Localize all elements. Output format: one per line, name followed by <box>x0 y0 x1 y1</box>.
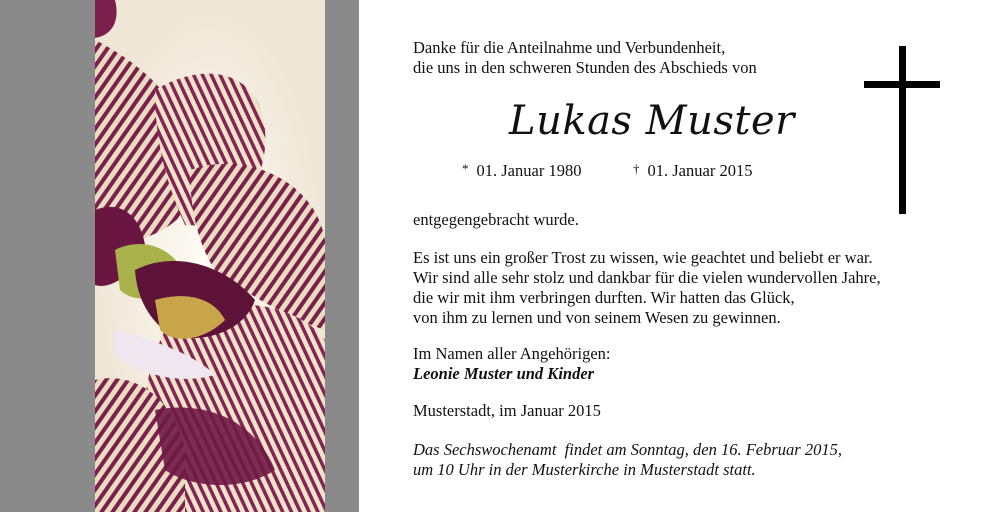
cross-icon <box>864 46 940 214</box>
message-line-1: Es ist uns ein großer Trost zu wissen, wie geachtet und beliebt er war. <box>413 248 873 267</box>
death-date-text: 01. Januar 2015 <box>647 161 753 180</box>
left-gray-band <box>0 0 95 512</box>
card-text-panel <box>359 0 1000 512</box>
deceased-name: Lukas Muster <box>509 98 795 144</box>
birth-date-text: 01. Januar 1980 <box>476 161 582 180</box>
birth-date <box>462 161 581 181</box>
place-date: Musterstadt, im Januar 2015 <box>413 401 601 420</box>
right-gray-band <box>325 0 359 512</box>
intro-line-1: Danke für die Anteilnahme und Verbundenheit, <box>413 38 726 57</box>
signature-intro: Im Namen aller Angehörigen: <box>413 344 611 363</box>
signature: Leonie Muster und Kinder <box>413 364 595 383</box>
after-name-text: entgegengebracht wurde. <box>413 210 579 229</box>
notice-line-2: um 10 Uhr in der Musterkirche in Musterstadt statt. <box>413 460 756 479</box>
death-date <box>633 161 752 181</box>
message-line-4: von ihm zu lernen und von seinem Wesen zu gewinnen. <box>413 308 781 327</box>
intro-line-2: die uns in den schweren Stunden des Abschieds von <box>413 58 757 77</box>
orchid-photo <box>95 0 325 512</box>
birth-symbol: * <box>462 161 469 176</box>
message-line-2: Wir sind alle sehr stolz und dankbar für die vielen wundervollen Jahre, <box>413 268 881 287</box>
message-line-3: die wir mit ihm verbringen durften. Wir hatten das Glück, <box>413 288 795 307</box>
death-symbol: † <box>633 161 640 176</box>
notice-line-1: Das Sechswochenamt findet am Sonntag, den 16. Februar 2015, <box>413 440 842 459</box>
